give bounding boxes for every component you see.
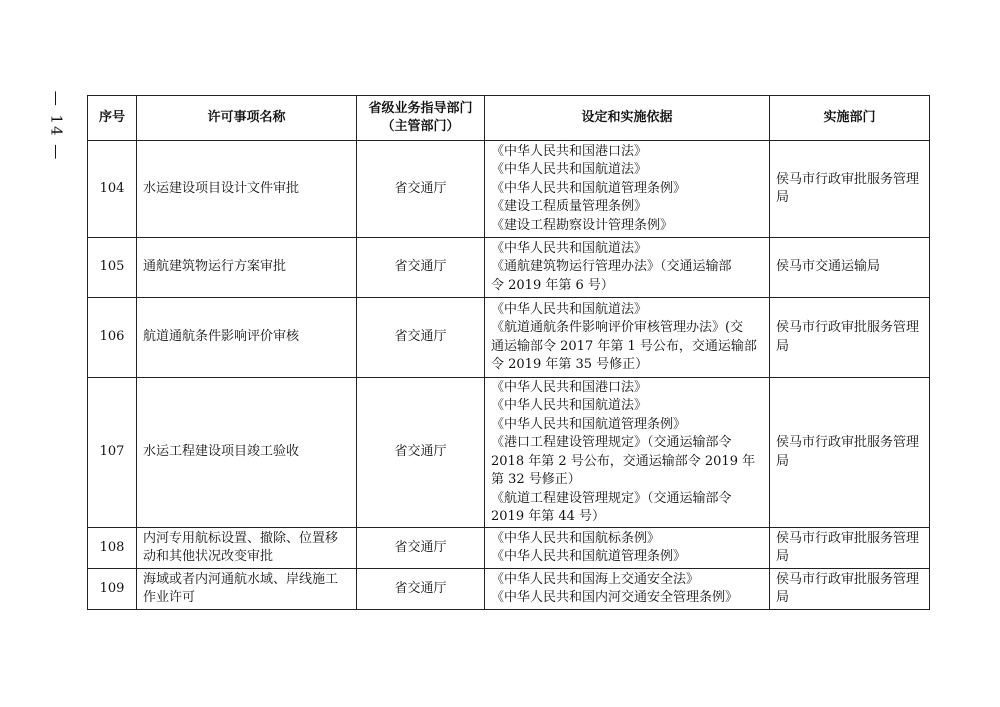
- legal-basis-line: 《中华人民共和国航道管理条例》: [491, 416, 687, 432]
- guiding-department: 省交通厅: [357, 238, 485, 298]
- row-number: 109: [88, 569, 137, 610]
- legal-basis-line: 《中华人民共和国航标条例》: [491, 530, 661, 546]
- permit-name: 通航建筑物运行方案审批: [137, 238, 357, 298]
- header-dept-line1: 省级业务指导部门: [368, 101, 473, 116]
- permit-name: 航道通航条件影响评价审核: [137, 298, 357, 378]
- row-number: 108: [88, 528, 137, 569]
- header-dept-line2: （主管部门）: [381, 119, 460, 134]
- page-number: [44, 90, 68, 162]
- legal-basis-line: 《中华人民共和国航道法》: [491, 398, 648, 413]
- legal-basis-line: 《中华人民共和国港口法》: [491, 379, 648, 395]
- table-row: [88, 569, 930, 610]
- row-number: 107: [88, 378, 137, 528]
- legal-basis-line: 第 32 号修正）: [491, 472, 581, 487]
- implementing-department: 侯马市交通运输局: [770, 238, 930, 298]
- guiding-department: 省交通厅: [357, 528, 485, 569]
- legal-basis-line: 《建设工程勘察设计管理条例》: [491, 217, 674, 233]
- implementing-department: 侯马市行政审批服务管理局: [770, 298, 930, 378]
- table-header-row: [88, 96, 930, 141]
- permit-name: 水运建设项目设计文件审批: [137, 141, 357, 238]
- header-dept: [357, 96, 485, 141]
- legal-basis: [485, 141, 770, 238]
- implementing-department: 侯马市行政审批服务管理局: [770, 378, 930, 528]
- legal-basis-line: 通运输部令 2017 年第 1 号公布，交通运输部: [491, 338, 757, 354]
- legal-basis-line: 《中华人民共和国航道法》: [491, 162, 648, 178]
- legal-basis: [485, 238, 770, 298]
- legal-basis-line: 《中华人民共和国航道法》: [491, 240, 648, 256]
- legal-basis: [485, 569, 770, 610]
- table-row: [88, 528, 930, 569]
- guiding-department: 省交通厅: [357, 569, 485, 610]
- table-row: [88, 378, 930, 528]
- legal-basis-line: 令 2019 年第 6 号）: [491, 277, 614, 293]
- legal-basis-line: 令 2019 年第 35 号修正）: [491, 357, 649, 372]
- legal-basis-line: 《中华人民共和国内河交通安全管理条例》: [491, 590, 739, 605]
- legal-basis-line: 《中华人民共和国航道管理条例》: [491, 180, 687, 196]
- guiding-department: 省交通厅: [357, 141, 485, 238]
- legal-basis: [485, 378, 770, 528]
- legal-basis-line: 《中华人民共和国海上交通安全法》: [491, 571, 700, 587]
- table-row: [88, 238, 930, 298]
- header-impl: 实施部门: [770, 96, 930, 141]
- legal-basis-line: 《建设工程质量管理条例》: [491, 199, 648, 215]
- implementing-department: 侯马市行政审批服务管理局: [770, 528, 930, 569]
- row-number: 104: [88, 141, 137, 238]
- legal-basis-line: 《中华人民共和国航道法》: [491, 301, 648, 317]
- header-no: 序号: [88, 96, 137, 141]
- permit-name: 内河专用航标设置、撤除、位置移动和其他状况改变审批: [137, 528, 357, 569]
- table-body: [88, 141, 930, 610]
- table-row: [88, 141, 930, 238]
- header-basis: 设定和实施依据: [485, 96, 770, 141]
- legal-basis-line: 《通航建筑物运行管理办法》（交通运输部: [491, 259, 732, 275]
- legal-basis: [485, 528, 770, 569]
- legal-basis-line: 《港口工程建设管理规定》（交通运输部令: [491, 435, 732, 450]
- legal-basis-line: 2018 年第 2 号公布，交通运输部令 2019 年: [491, 453, 756, 469]
- page-number-text: — 14 —: [47, 90, 65, 162]
- guiding-department: 省交通厅: [357, 298, 485, 378]
- implementing-department: 侯马市行政审批服务管理局: [770, 569, 930, 610]
- legal-basis-line: 《中华人民共和国港口法》: [491, 143, 648, 159]
- header-name: 许可事项名称: [137, 96, 357, 141]
- guiding-department: 省交通厅: [357, 378, 485, 528]
- implementing-department: 侯马市行政审批服务管理局: [770, 141, 930, 238]
- row-number: 106: [88, 298, 137, 378]
- legal-basis-line: 《中华人民共和国航道管理条例》: [491, 549, 687, 564]
- permit-table: [87, 95, 930, 610]
- legal-basis: [485, 298, 770, 378]
- legal-basis-line: 《航道工程建设管理规定》（交通运输部令: [491, 490, 732, 506]
- permit-name: 水运工程建设项目竣工验收: [137, 378, 357, 528]
- legal-basis-line: 《航道通航条件影响评价审核管理办法》(交: [491, 320, 744, 335]
- row-number: 105: [88, 238, 137, 298]
- legal-basis-line: 2019 年第 44 号）: [491, 509, 606, 524]
- table-row: [88, 298, 930, 378]
- permit-name: 海域或者内河通航水域、岸线施工作业许可: [137, 569, 357, 610]
